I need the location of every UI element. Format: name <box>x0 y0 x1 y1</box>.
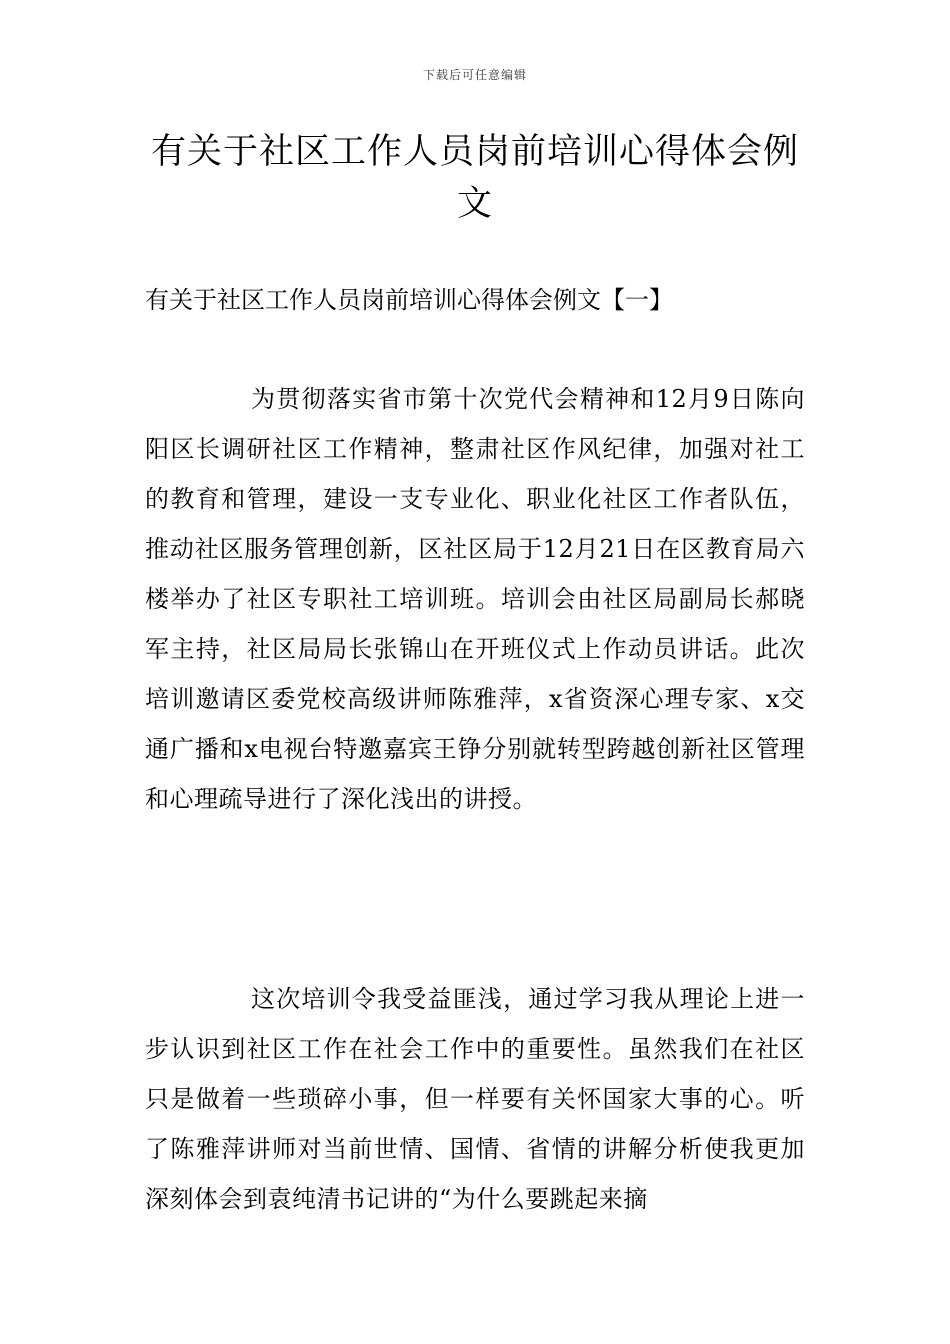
body-paragraph-1: 为贯彻落实省市第十次党代会精神和12月9日陈向阳区长调研社区工作精神，整肃社区作风纪律，加强对社工的教育和管理，建设一支专业化、职业化社区工作者队伍，推动社区服务管理创新，区社区局于12月21日在区教育局六楼举办了社区专职社工培训班。培训会由社区局副局长郝晓军主持，社区局局长张锦山在开班仪式上作动员讲话。此次培训邀请区委党校高级讲师陈雅萍，x省资深心理专家、x交通广播和x电视台特邀嘉宾王铮分别就转型跨越创新社区管理和心理疏导进行了深化浅出的讲授。 <box>145 385 805 813</box>
body-paragraph-2: 这次培训令我受益匪浅，通过学习我从理论上进一步认识到社区工作在社会工作中的重要性。虽然我们在社区只是做着一些琐碎小事，但一样要有关怀国家大事的心。听了陈雅萍讲师对当前世情、国情、省情的讲解分析使我更加深刻体会到袁纯清书记讲的“为什么要跳起来摘 <box>145 985 805 1213</box>
section-heading: 有关于社区工作人员岗前培训心得体会例文【一】 <box>145 286 673 314</box>
document-title: 有关于社区工作人员岗前培训心得体会例文 <box>150 132 799 224</box>
header-note: 下载后可任意编辑 <box>422 68 527 82</box>
